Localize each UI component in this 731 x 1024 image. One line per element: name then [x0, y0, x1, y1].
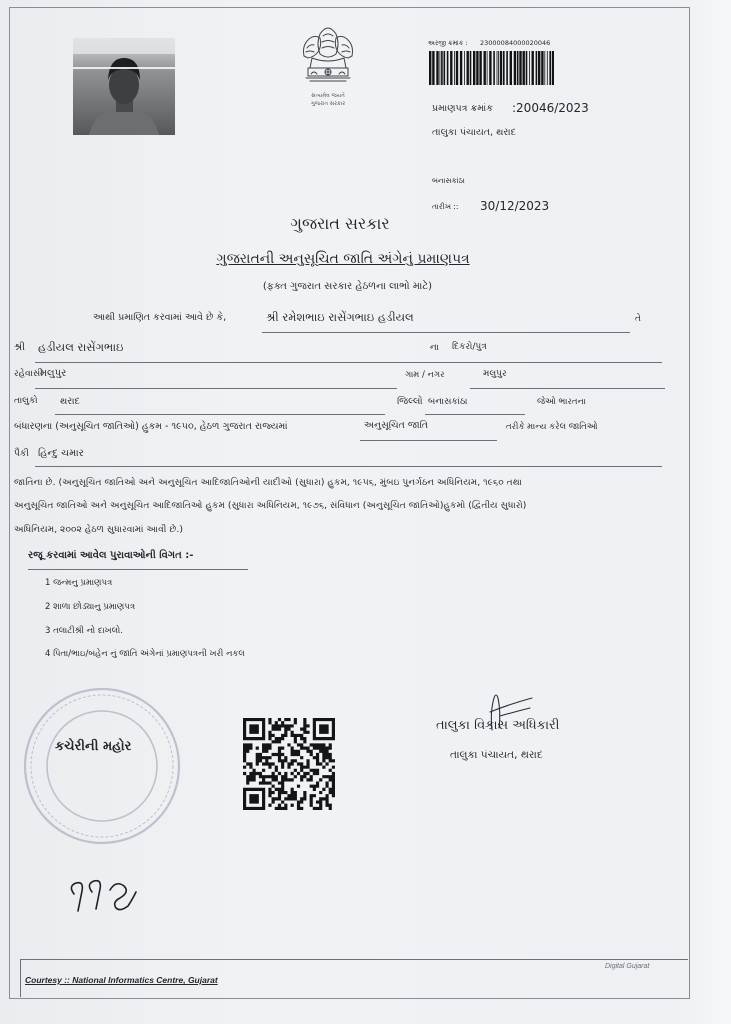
- village-value: મલુપુર: [483, 369, 507, 379]
- paragraph-line: જાતિના છે. (અનુસૂચિત જાતિઓ અને અનુસૂચિત આદિજાતિઓની યાદીઓ (સુધારા) હુકમ, ૧૯૫૬, મુંબઇ પુનર્ગઠન અધિનિયમ, ૧૯૬૦ તથા: [14, 477, 523, 488]
- evidence-heading-rule: [28, 569, 248, 570]
- resident-rule: [35, 388, 397, 389]
- date-label: તારીખ ::: [432, 202, 459, 211]
- emblem-caption: ગુજરાત સરકાર: [310, 101, 346, 107]
- resident-label: રહેવાસી: [14, 369, 43, 379]
- paragraph-line: અનુસૂચિત જાતિઓ અને અનુસૂચિત આદિજાતિઓ હુકમ (સુધારા અધિનિયમ, ૧૯૭૬, સંવિધાન (અનુસૂચિત જાતિઓ)હુકમો (દ્વિતીય સુધારો): [14, 500, 527, 511]
- issuer-office: તાલુકા પંચાયત, થરાદ: [432, 127, 516, 138]
- parent-prefix: શ્રી: [14, 342, 26, 353]
- paragraph-line: અધિનિયમ, ૨૦૦૨ હેઠળ સુધારવામાં આવી છે.): [14, 524, 183, 535]
- application-number-label: અરજી ક્રમાંક :: [428, 39, 468, 47]
- parent-name-rule: [35, 362, 425, 363]
- caste-rule: [35, 466, 662, 467]
- signatory-office: તાલુકા પંચાયત, થરાદ: [450, 749, 543, 761]
- evidence-item: 3 તલાટીશ્રી નો દાખલો.: [45, 626, 123, 636]
- district-value: બનાસકાંઠા: [428, 397, 468, 407]
- certificate-subtitle: (ફક્ત ગુજરાત સરકાર હેઠળના લાભો માટે): [262, 281, 433, 292]
- district-label: જિલ્લો: [397, 396, 423, 407]
- relation-value: દિકરો/પુત્ર: [452, 342, 487, 352]
- recognized-label: તરીકે માન્ય કરેલ જાતિઓ: [506, 422, 598, 432]
- constitution-text: બંધારણના (અનુસૂચિત જાતિઓ) હુકમ - ૧૯૫૦, હેઠળ ગુજરાત રાજ્યમાં: [14, 421, 288, 432]
- seal-label: કચેરીની મહોર: [55, 739, 132, 754]
- resident-value: મલુપુર: [40, 368, 67, 379]
- issue-date: 30/12/2023: [480, 199, 550, 213]
- handwritten-note: [64, 872, 144, 918]
- category-rule: [360, 440, 497, 441]
- footer-brand: Digital Gujarat: [605, 963, 650, 970]
- parent-name: હડીયલ રાસેંગભાઇ: [38, 340, 124, 354]
- taluka-rule: [55, 414, 385, 415]
- certificate-number-label: પ્રમાણપત્ર ક્રમાંક: [432, 103, 493, 114]
- verification-qr-code: [243, 718, 335, 810]
- issuer-district: બનાસકાંઠા: [432, 176, 465, 185]
- emblem-motto: સત્યમેવ જયતે: [311, 93, 345, 99]
- holder-name-rule: [262, 332, 630, 333]
- government-title: ગુજરાત સરકાર: [290, 214, 390, 233]
- category-value: અનુસૂચિત જાતિ: [364, 420, 429, 431]
- holder-name: શ્રી રમેશભાઇ રાસેંગભાઇ હડીયલ: [266, 310, 414, 324]
- evidence-item: 4 પિતા/ભાઇ/બહેન નું જાતિ અંગેનાં પ્રમાણપત્રની ખરી નકલ: [45, 649, 245, 659]
- evidence-heading: રજૂ કરવામાં આવેલ પુરાવાઓની વિગત :-: [28, 550, 194, 561]
- taluka-label: તાલુકો: [14, 396, 38, 406]
- barcode: [428, 51, 555, 85]
- caste-value: હિન્દુ ચમાર: [38, 448, 84, 459]
- certify-label: આથી પ્રમાણિત કરવામાં આવે છે કે,: [93, 312, 227, 323]
- signatory-title: તાલુકા વિકાસ અધિકારી: [436, 718, 560, 733]
- certificate-title: ગુજરાતની અનુસૂચિત જાતિ અંગેનું પ્રમાણપત્ર: [216, 251, 470, 267]
- parent-of-label: ના: [430, 343, 439, 353]
- application-number: 23000084000020046: [480, 39, 551, 47]
- relation-rule: [425, 362, 662, 363]
- taluka-value: થરાદ: [60, 396, 80, 407]
- among-label: પૈકી: [14, 449, 29, 459]
- office-seal-stamp: [18, 686, 186, 846]
- holder-suffix: તે: [635, 314, 641, 324]
- footer-top-rule: [20, 959, 688, 960]
- state-emblem-icon: [298, 22, 358, 92]
- evidence-item: 1 જન્મનુ પ્રમાણપત્ર: [45, 578, 113, 588]
- village-rule: [470, 388, 665, 389]
- applicant-photo: [73, 38, 175, 135]
- footer-left-rule: [20, 959, 21, 997]
- village-label: ગામ / નગર: [405, 370, 445, 380]
- india-label: જેઓ ભારતના: [537, 397, 586, 407]
- certificate-number: :20046/2023: [512, 101, 589, 115]
- district-rule: [425, 414, 525, 415]
- evidence-item: 2 શાળા છોડ્યાનુ પ્રમાણપત્ર: [45, 602, 136, 612]
- footer-courtesy: Courtesy :: National Informatics Centre, Gujarat: [25, 975, 218, 985]
